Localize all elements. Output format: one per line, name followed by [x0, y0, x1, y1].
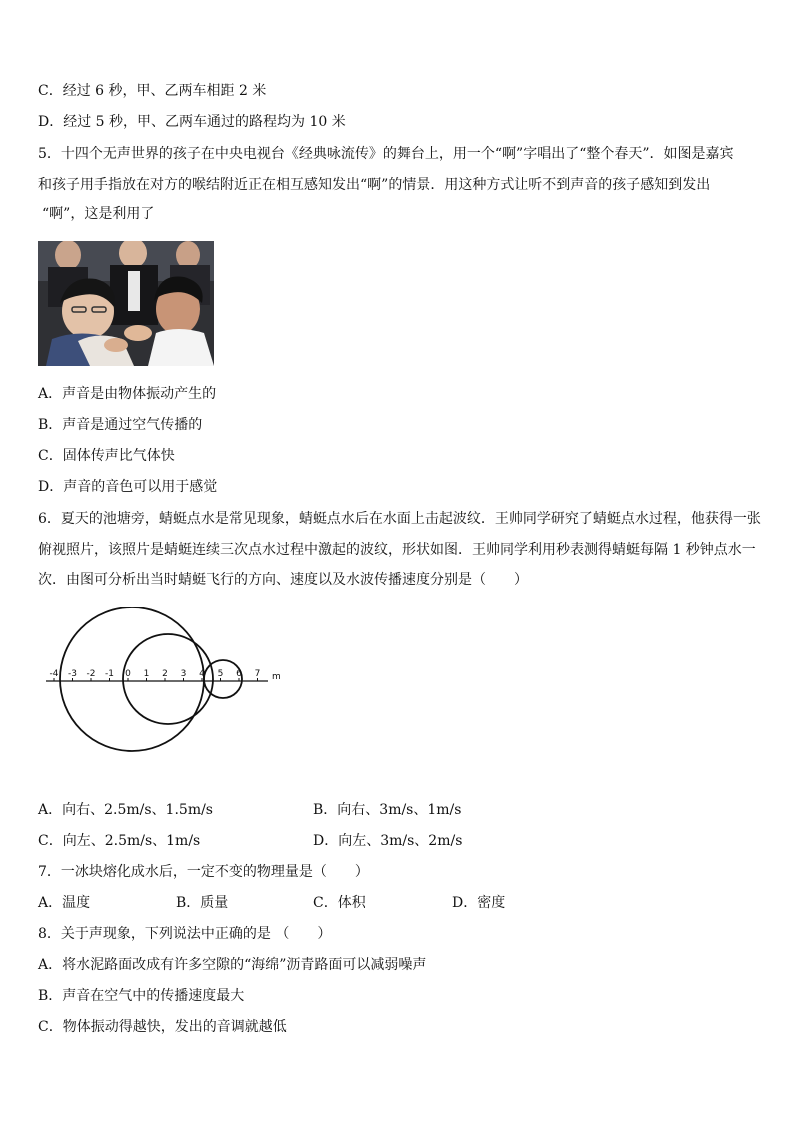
q7-option-a: A．温度 — [38, 895, 91, 911]
q7-option-b: B．质量 — [176, 895, 229, 911]
axis-tick-label: 7 — [254, 669, 261, 679]
q6-stem-line-2: 俯视照片，该照片是蜻蜓连续三次点水过程中激起的波纹，形状如图．王帅同学利用秒表测得蜻蜓每隔 1 秒钟点水一 — [38, 542, 756, 558]
q8-option-a: A．将水泥路面改成有许多空隙的“海绵”沥青路面可以减弱噪声 — [38, 957, 427, 973]
axis-tick-label: 2 — [162, 669, 168, 679]
q8-stem: 8．关于声现象，下列说法中正确的是 （ ） — [38, 926, 332, 942]
axis-tick-label: 0 — [125, 669, 131, 679]
q5-option-a: A．声音是由物体振动产生的 — [38, 386, 217, 402]
q5-stem-line-3: “啊”，这是利用了 — [42, 206, 155, 222]
q5-option-b: B．声音是通过空气传播的 — [38, 417, 203, 433]
q7-option-c: C．体积 — [313, 895, 366, 911]
q5-stem-line-1: 5．十四个无声世界的孩子在中央电视台《经典咏流传》的舞台上，用一个“啊”字唱出了“整个春天”．如图是嘉宾 — [38, 146, 734, 162]
q6-stem-line-1: 6．夏天的池塘旁，蜻蜓点水是常见现象，蜻蜓点水后在水面上击起波纹．王帅同学研究了蜻蜓点水过程，他获得一张 — [38, 511, 761, 527]
q5-stem-line-2: 和孩子用手指放在对方的喉结附近正在相互感知发出“啊”的情景．用这种方式让听不到声音的孩子感知到发出 — [38, 177, 711, 193]
q5-option-d: D．声音的音色可以用于感觉 — [38, 479, 218, 495]
axis-ticks — [50, 669, 261, 681]
axis-tick-label: 5 — [217, 669, 224, 679]
axis-tick-label: -3 — [68, 669, 77, 679]
wave-circle-small — [204, 660, 242, 698]
q6-wave-svg — [38, 607, 298, 757]
q5-photo-illustration — [38, 241, 214, 366]
axis-unit-label: m — [272, 672, 281, 682]
q6-stem-line-3: 次．由图可分析出当时蜻蜓飞行的方向、速度以及水波传播速度分别是（ ） — [38, 572, 528, 588]
axis-tick-label: 4 — [199, 669, 205, 679]
q4-option-d: D．经过 5 秒，甲、乙两车通过的路程均为 10 米 — [38, 114, 346, 130]
q6-wave-diagram — [38, 607, 298, 757]
q5-option-c: C．固体传声比气体快 — [38, 448, 175, 464]
q8-option-b: B．声音在空气中的传播速度最大 — [38, 988, 245, 1004]
q6-option-a: A．向右、2.5m/s、1.5m/s — [38, 802, 213, 818]
q5-photo — [38, 241, 214, 366]
axis-tick-label: 3 — [180, 669, 187, 679]
q6-option-c: C．向左、2.5m/s、1m/s — [38, 833, 201, 849]
wave-circle-medium — [123, 634, 213, 724]
q4-option-c: C．经过 6 秒，甲、乙两车相距 2 米 — [38, 83, 267, 99]
axis-tick-label: -2 — [86, 669, 96, 679]
wave-circle-large — [60, 607, 204, 751]
q6-option-b: B．向右、3m/s、1m/s — [313, 802, 462, 818]
axis-tick-label: 1 — [143, 669, 150, 679]
axis-tick-label: -1 — [105, 669, 114, 679]
axis-tick-label: 6 — [236, 669, 242, 679]
q6-option-d: D．向左、3m/s、2m/s — [313, 833, 463, 849]
q7-stem: 7．一冰块熔化成水后，一定不变的物理量是（ ） — [38, 864, 369, 880]
q7-option-d: D．密度 — [452, 895, 506, 911]
q8-option-c: C．物体振动得越快，发出的音调就越低 — [38, 1019, 287, 1035]
axis-tick-label: -4 — [49, 669, 59, 679]
